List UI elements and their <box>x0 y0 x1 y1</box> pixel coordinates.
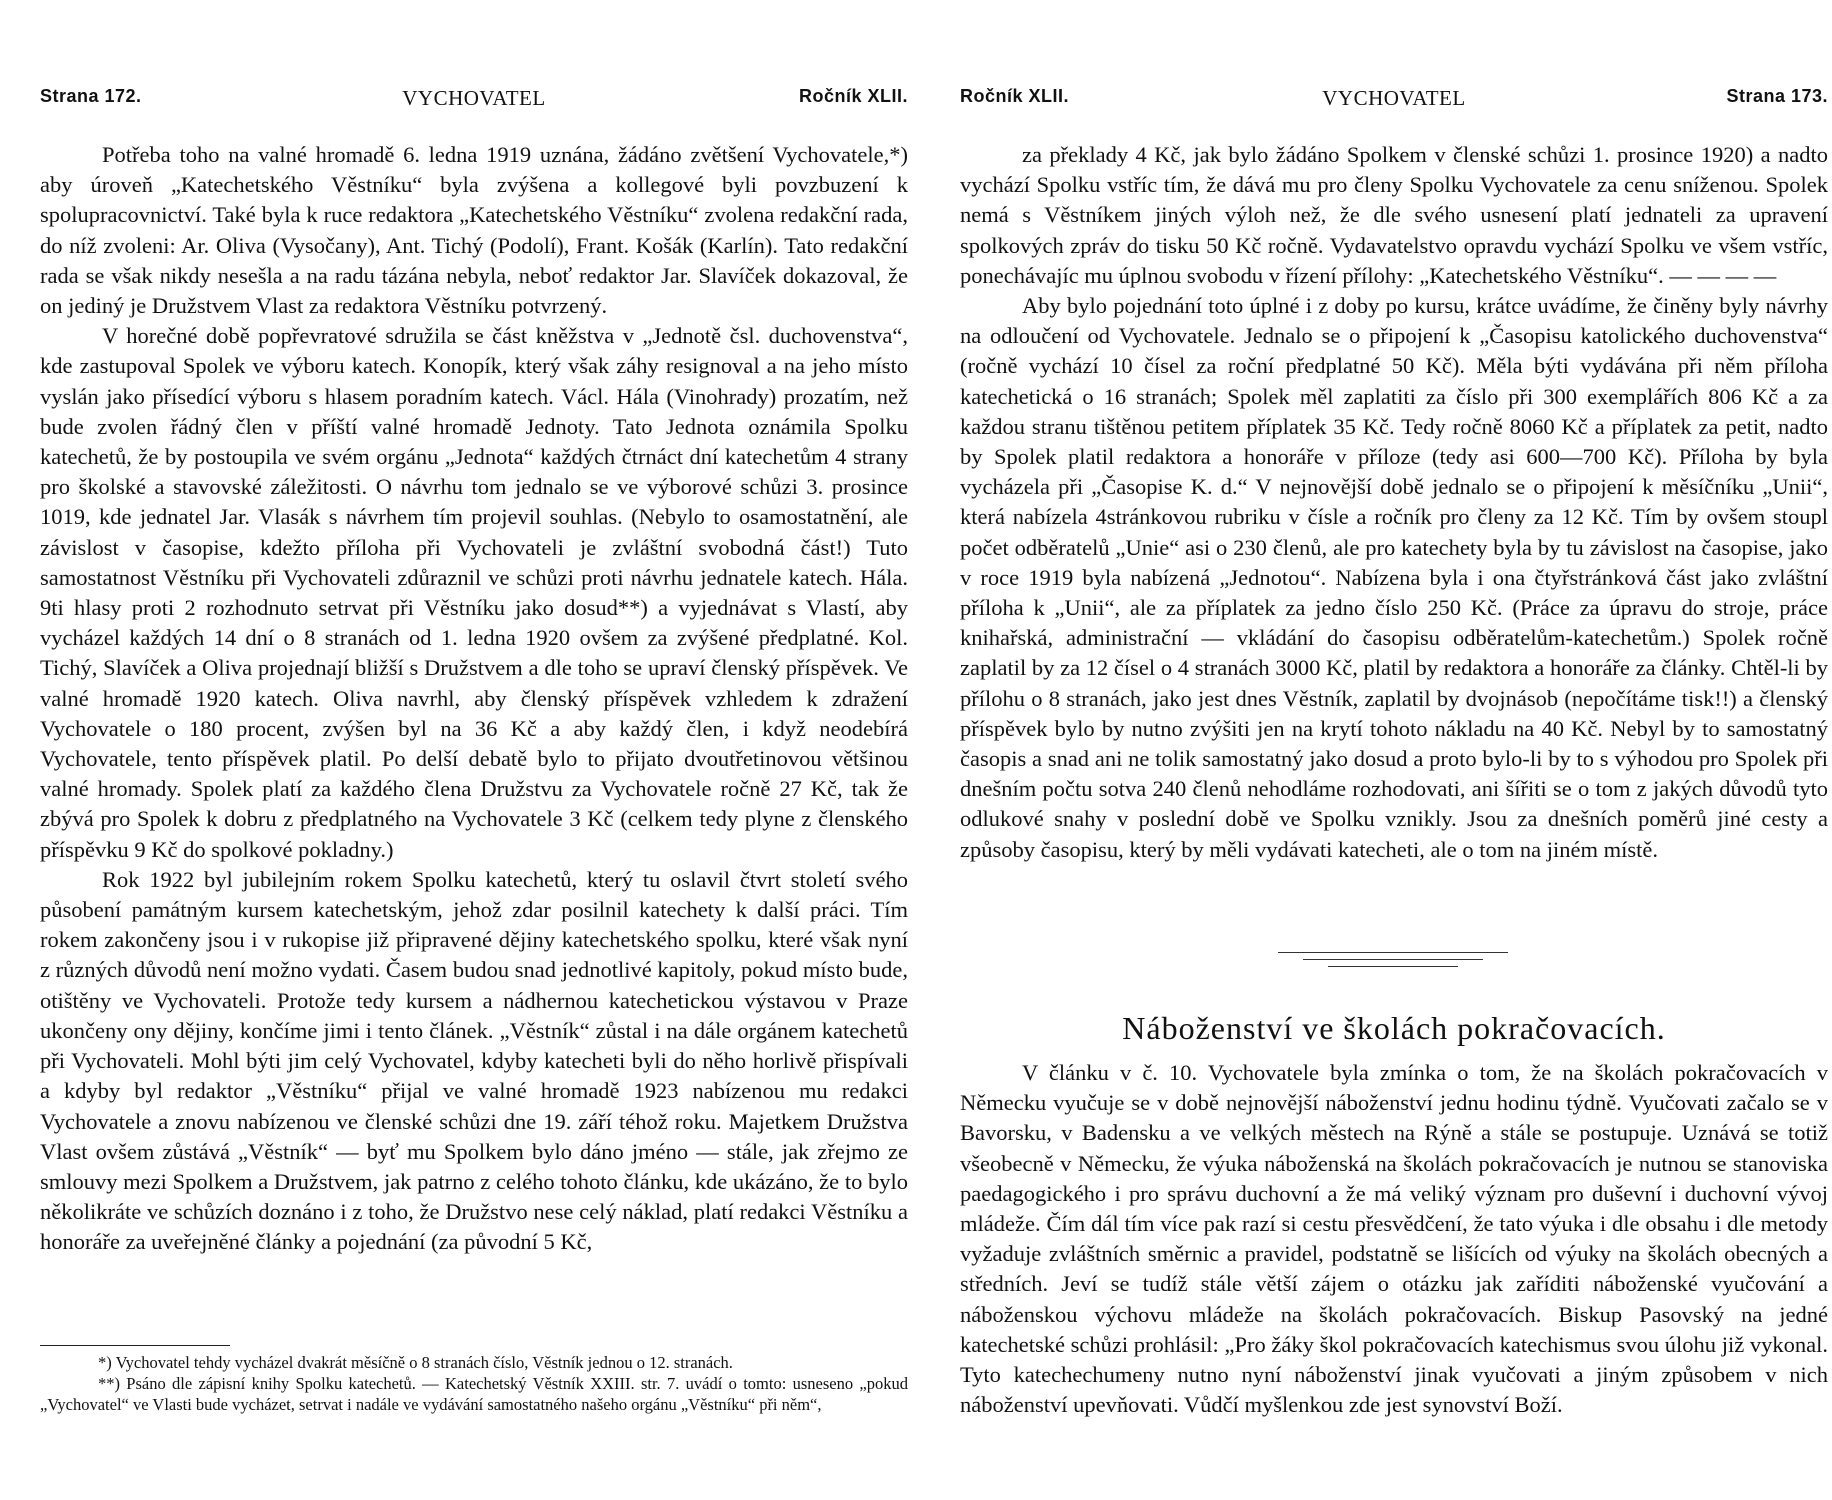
paragraph: Potřeba toho na valné hromadě 6. ledna 1919 uznána, žádáno zvětšení Vychovatele,*) aby úroveň „Katechetského Věstníku“ byla zvýšena a kollegové byli povzbuzení k spolupracovnictví. Také byla k ruce redaktora „Katechetského Věstníku“ zvolena redakční rada, do níž zvoleni: Ar. Oliva (Vysočany), Ant. Tichý (Podolí), Frant. Košák (Karlín). Tato redakční rada se však nikdy nesešla a na radu tázána nebyla, neboť redaktor Jar. Slavíček dokazoval, že on jediný je Družstvem Vlast za redaktora Věstníku potvrzený. <box>40 142 908 319</box>
paragraph: Aby bylo pojednání toto úplné i z doby po kursu, krátce uvádíme, že činěny byly návrhy na odloučení od Vychovatele. Jednalo se o připojení k „Časopisu katolického duchovenstva“ (ročně vychází 10 čísel za roční předplatné 50 Kč). Měla býti vydávána při něm příloha katechetická o 16 stranách; Spolek měl zaplatiti za číslo při 300 exemplářích 806 Kč a za každou stranu tištěnou petitem příplatek 35 Kč. Tedy ročně 8060 Kč a příplatek za petit, nadto by Spolek platil redaktora a honoráře v příloze (tedy asi 600—700 Kč). Příloha by byla vycházela při „Časopise K. d.“ V nejnovější době jednalo se o připojení k měsíčníku „Unii“, která nabízela 4stránkovou rubriku v čísle a ročník pro členy za 12 Kč. Tím by ovšem stoupl počet odběratelů „Unie“ asi o 230 členů, ale pro katechety byla by tu závislost na časopise, jako v roce 1919 byla nabízená „Jednotou“. Nabízena byla i ona čtyřstránková část jako zvláštní příloha k „Unii“, ale za příplatek za jedno číslo 250 Kč. (Práce za úpravu do stroje, práce knihařská, administrační — vkládání do časopisu odběratelům-katechetům.) Spolek ročně zaplatil by za 12 čísel o 4 stranách 3000 Kč, platil by redaktora a honoráře za články. Chtěl-li by přílohu o 8 stranách, jako jest dnes Věstník, zaplatil by dvojnásob (nepočítáme tisk!!) a členský příspěvek bylo by nutno zvýšiti jen na krytí tohoto nákladu na 40 Kč. Nebyl by to samostatný časopis a snad ani ne tolik samostatný jako dosud a proto bylo-li by to s výhodou pro Spolek při dnešním počtu sotva 240 členů nehodláme rozhodovati, ani šířiti se o tom z jakých důvodů tyto odlukové snahy v poslední době ve Spolku vznikly. Jsou za dnešních poměrů jiné cesty a způsoby časopisu, který by měli vydávati katecheti, ale o tom na jiném místě. <box>960 293 1828 862</box>
volume-label: Ročník XLII. <box>960 86 1070 106</box>
paragraph: V horečné době popřevratové sdružila se část kněžstva v „Jednotě čsl. duchovenstva“, kde zastupoval Spolek ve výboru katech. Konopík, který však záhy resignoval a na jeho místo vyslán jako přísedící výboru s hlasem poradním katech. Václ. Hála (Vinohrady) prozatím, než bude zvolen řádný člen v příští valné hromadě Jednoty. Tato Jednota oznámila Spolku katechetů, že by postoupila ve svém orgánu „Jednota“ každých čtrnáct dní katechetům 4 strany pro školské a stavovské záležitosti. O návrhu tom jednalo se ve výborové schůzi 3. prosince 1019, kde jednatel Jar. Vlasák s návrhem tím projevil souhlas. (Nebylo to osamostatnění, ale závislost v časopise, kdežto příloha při Vychovateli je zvláštní svobodná část!) Tuto samostatnost Věstníku při Vychovateli zdůraznil ve schůzi proti návrhu jednatele katech. Hála. 9ti hlasy proti 2 rozhodnuto setrvat při Věstníku jako dosud**) a vyjednávat s Vlastí, aby vycházel každých 14 dní o 8 stranách od 1. ledna 1920 ovšem za zvýšené předplatné. Kol. Tichý, Slavíček a Oliva projednají bližší s Družstvem a dle toho se upraví členský příspěvek. Ve valné hromadě 1920 katech. Oliva navrhl, aby členský příspěvek vzhledem k zdražení Vychovatele o 180 procent, zvýšen byl na 36 Kč a aby každý člen, i když neodebírá Vychovatele, tento příspěvek platil. Po delší debatě bylo to přijato dvoutřetinovou většinou valné hromady. Spolek platí za každého člena Družstvu za Vychovatele ročně 27 Kč, tak že zbývá pro Spolek k dobru z předplatného na Vychovatele 3 Kč (celkem tedy plyne z členského příspěvku 9 Kč do spolkové pokladny.) <box>40 323 908 862</box>
right-body-text <box>960 140 1828 865</box>
article-body <box>960 1058 1828 1420</box>
page-number: Strana 173. <box>1726 86 1828 106</box>
article-title: Náboženství ve školách pokračovacích. <box>1122 1010 1666 1046</box>
section-separator <box>1278 952 1508 973</box>
journal-title: VYCHOVATEL <box>402 86 546 110</box>
paragraph: za překlady 4 Kč, jak bylo žádáno Spolkem v členské schůzi 1. prosince 1920) a nadto vychází Spolku vstříc tím, že dává mu pro členy Spolku Vychovatele za cenu sníženou. Spolek nemá s Věstníkem jiných výloh než, že dle svého usnesení platí jednateli za upravení spolkových zpráv do tisku 50 Kč ročně. Vydavatelstvo opravdu vychází Spolku ve všem vstříc, ponechávajíc mu úplnou svobodu v řízení přílohy: „Katechetského Věstníku“. — — — — <box>960 142 1828 288</box>
footnotes <box>40 1352 908 1415</box>
footnote-divider <box>40 1345 230 1346</box>
running-header-left <box>40 86 908 114</box>
journal-title: VYCHOVATEL <box>1322 86 1466 110</box>
paragraph: V článku v č. 10. Vychovatele byla zmínka o tom, že na školách pokračovacích v Německu vyučuje se v době nejnovější náboženství jednu hodinu týdně. Vyučovati začalo se v Bavorsku, v Badensku a ve velkých městech na Rýně a stále se postupuje. Uznává se totiž všeobecně v Německu, že výuka náboženská na školách pokračovacích je nutnou se stanoviska paedagogického i pro správu duchovní a že má veliký význam pro duševní i duchovní vývoj mládeže. Čím dál tím více pak razí si cestu přesvědčení, že tato výuka i dle obsahu i dle metody vyžaduje zvláštních směrnic a pravidel, podstatně se lišících od výuky na školách obecných a středních. Jeví se tudíž stále větší zájem o otázku jak zaříditi náboženské vyučování a náboženskou výchovu mládeže na školách pokračovacích. Biskup Pasovský na jedné katechetské schůzi prohlásil: „Pro žáky škol pokračovacích katechismus svou úlohu již vykonal. Tyto katechechumeny nutno nyní náboženství jinak vyučovati a jiným způsobem v nich náboženství upevňovati. Vůdčí myšlenkou zde jest synovství Boží. <box>960 1060 1828 1418</box>
running-header-right <box>960 86 1828 114</box>
footnote: *) Vychovatel tehdy vycházel dvakrát měsíčně o 8 stranách číslo, Věstník jednou o 12. stranách. <box>98 1353 733 1372</box>
right-page <box>960 0 1828 1500</box>
page-number: Strana 172. <box>40 86 142 106</box>
footnote: **) Psáno dle zápisní knihy Spolku katechetů. — Katechetský Věstník XXIII. str. 7. uvádí o tomto: usneseno „pokud „Vychovatel“ ve Vlasti bude vycházet, setrvat i nadále ve vydávání samostatného našeho orgánu „Věstníku“ při něm“, <box>40 1374 908 1414</box>
left-page <box>40 0 908 1500</box>
paragraph: Rok 1922 byl jubilejním rokem Spolku katechetů, který tu oslavil čtvrt století svého působení památným kursem katechetským, jehož zdar posilnil katechety k další práci. Tím rokem zakončeny jsou i v rukopise již připravené dějiny katechetského spolku, které však nyní z různých důvodů není možno vydati. Časem budou snad jednotlivé kapitoly, pokud místo bude, otištěny ve Vychovateli. Protože tedy kursem a nádhernou katechetickou výstavou v Praze ukončeny ony dějiny, končíme jimi i tento článek. „Věstník“ zůstal i na dále orgánem katechetů při Vychovateli. Mohl býti jim celý Vychovatel, kdyby katecheti byli do něho horlivě přispívali a kdyby byl redaktor „Věstníku“ přijal ve valné hromadě 1923 nabízenou mu redakci Vychovatele a znovu nabízenou ve členské schůzi dne 19. září téhož roku. Majetkem Družstva Vlast ovšem zůstává „Věstník“ — byť mu Spolkem bylo dáno jméno — stále, jak zřejmo ze smlouvy mezi Spolkem a Družstvem, jak patrno z celého tohoto článku, kde ukázáno, že to bylo několikráte ve schůzích doznáno i z toho, že Družstvo nese celý náklad, platí redakci Věstníku a honoráře za uveřejněné články a pojednání (za původní 5 Kč, <box>40 866 908 1255</box>
left-body-text <box>40 140 908 1258</box>
volume-label: Ročník XLII. <box>798 86 908 106</box>
